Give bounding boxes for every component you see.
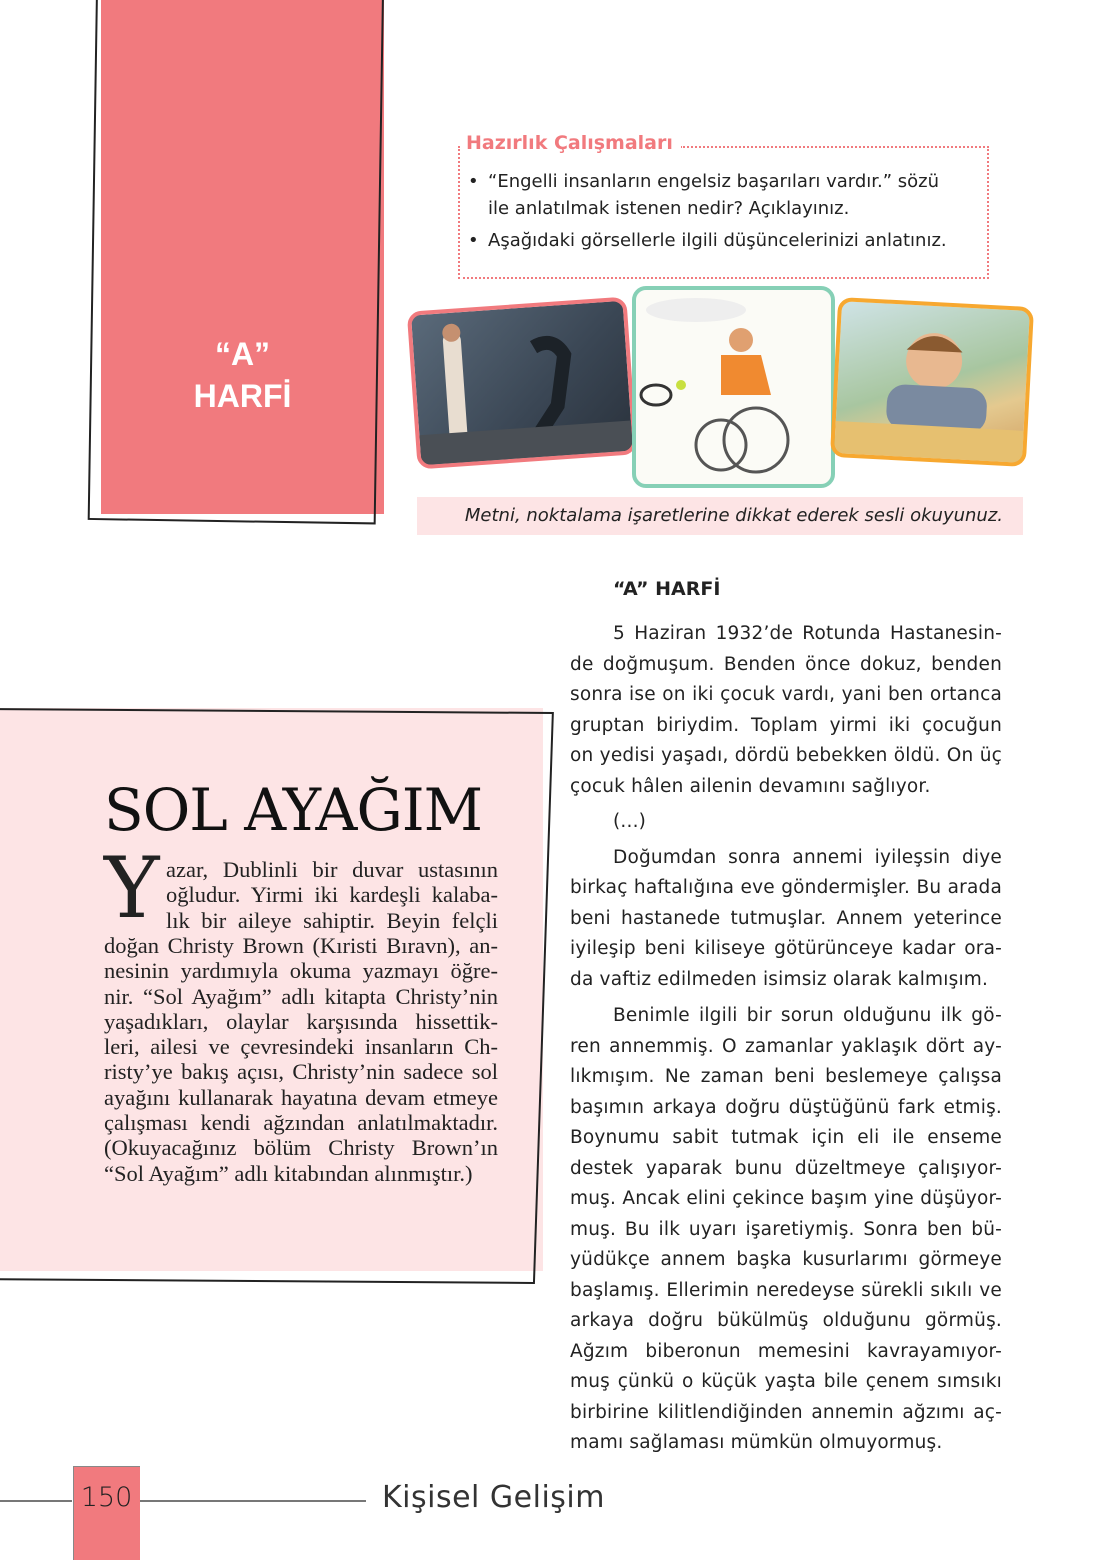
intro-line: azar, Dublinli bir duvar ustasının (166, 857, 498, 882)
photo-child-playing (830, 297, 1034, 467)
page-number: 150 (80, 1482, 133, 1513)
story-line: (...) (613, 811, 647, 832)
story-line: iyileşip beni kiliseye götürünceye kadar ora- (570, 938, 1002, 959)
story-line: gruptan biriydim. Toplam yirmi iki çocuğun (570, 714, 1002, 736)
preparation-item-line: • Aşağıdaki görsellerle ilgili düşüncelerinizi anlatınız. (488, 230, 947, 251)
story-line: çocuk hâlen ailenin devamını sağlıyor. (570, 775, 931, 797)
story-line: lıkmışım. Ne zaman beni beslemeye çalışsa (570, 1066, 1002, 1087)
unit-frame (88, 0, 384, 524)
intro-line: “Sol Ayağım” adlı kitabından alınmıştır.) (104, 1160, 473, 1186)
intro-line: ayağını kullanarak hayatına devam etmeye (104, 1084, 498, 1110)
story-line: başlamış. Ellerimin neredeyse sürekli sıkılı ve (570, 1279, 1002, 1301)
story-line: ren annemmiş. O zamanlar yaklaşık dört ay- (570, 1035, 1002, 1057)
story-line: Doğumdan sonra annemi iyileşsin diye (613, 846, 1002, 868)
unit-title-line1: “A” (214, 336, 271, 372)
story-line: sonra ise on iki çocuk vardı, yani ben ortanca (570, 684, 1002, 705)
unit-title (101, 333, 384, 417)
intro-line: leri, ailesi ve çevresindeki insanların Ch- (104, 1034, 498, 1060)
unit-title-line2: HARFİ (193, 378, 292, 414)
story-line: muş. Ancak elini çekince başım yine düşüyor- (570, 1188, 1002, 1209)
story-line: destek yaparak bunu düzeltmeye çalışıyor- (570, 1157, 1002, 1179)
intro-line: nesinin yardımıyla okuma yazmayı öğre- (104, 958, 498, 984)
story-line: Ağzım biberonun memesini kavrayamıyor- (570, 1340, 1002, 1362)
preparation-item (470, 227, 985, 254)
reading-instruction: Metni, noktalama işaretlerine dikkat ederek sesli okuyunuz. (417, 497, 1023, 535)
intro-line: (Okuyacağınız bölüm Christy Brown’ın (104, 1135, 498, 1161)
book-name-footer: Kişisel Gelişim (382, 1480, 605, 1515)
photo-wheelchair-tennis (632, 286, 835, 488)
preparation-item-line: • “Engelli insanların engelsiz başarıları vardır.” sözü (488, 171, 940, 192)
intro-line: yaşadıkları, olaylar karşısında hissettik- (104, 1008, 498, 1034)
preparation-border-top (680, 146, 989, 148)
preparation-item-line: ile anlatılmak istenen nedir? Açıklayınız. (488, 198, 850, 219)
story-line: arkaya doğru bükülmüş olduğunu görmüş. (570, 1310, 1002, 1331)
footer-rule (0, 1500, 72, 1502)
story-line: de doğmuşum. Benden önce dokuz, benden (570, 653, 1002, 675)
story-line: yüdükçe annem başka kusurlarımı görmeye (570, 1249, 1002, 1270)
story-line: da vaftiz edilmeden isimsiz olarak kalmışım. (570, 968, 989, 990)
page-number-tab (73, 1466, 140, 1560)
footer-rule (140, 1500, 366, 1502)
story-line: birkaç haftalığına eve göndermişler. Bu arada (570, 877, 1002, 898)
story-line: muş çünkü o küçük yaşta bile çenem sımsıkı (570, 1371, 1002, 1392)
story-line: başımın arkaya doğru düştüğünü fark etmiş. (570, 1096, 1002, 1118)
story-line: muş. Bu ilk uyarı işaretiymiş. Sonra ben bü- (570, 1218, 1002, 1240)
story-line: birbirine kilitlendiğinden annemin ağzımı aç- (570, 1401, 1002, 1423)
preparation-title: Hazırlık Çalışmaları (462, 132, 681, 154)
story-line: 5 Haziran 1932’de Rotunda Hastanesin- (613, 623, 1002, 644)
intro-line: çalışması kendi ağzından anlatılmaktadır. (104, 1110, 498, 1135)
story-line: on yedisi yaşadı, dördü bebekken öldü. On üç (570, 745, 1002, 766)
intro-line: risty’ye bakış açısı, Christy’nin sadece sol (104, 1059, 498, 1085)
story-line: mamı sağlaması mümkün olmuyormuş. (570, 1432, 943, 1453)
intro-line: lık bir aileye sahiptir. Beyin felçli (166, 907, 498, 933)
story-title: “A” HARFİ (613, 578, 721, 600)
preparation-item (470, 168, 985, 222)
intro-line: doğan Christy Brown (Kıristi Bıravn), an- (104, 932, 498, 958)
story-line: Benimle ilgili bir sorun olduğunu ilk gö- (613, 1005, 1002, 1026)
story-line: beni hastanede tutmuşlar. Annem yeterince (570, 907, 1002, 929)
photo-girl-with-crutch (407, 297, 637, 470)
story-line: Boynumu sabit tutmak için eli ile enseme (570, 1127, 1002, 1148)
intro-line: oğludur. Yirmi iki kardeşli kalaba- (166, 882, 498, 908)
book-title: SOL AYAĞIM (104, 776, 483, 844)
drop-cap: Y (104, 839, 160, 937)
intro-line: nir. “Sol Ayağım” adlı kitapta Christy’nin (104, 983, 498, 1009)
